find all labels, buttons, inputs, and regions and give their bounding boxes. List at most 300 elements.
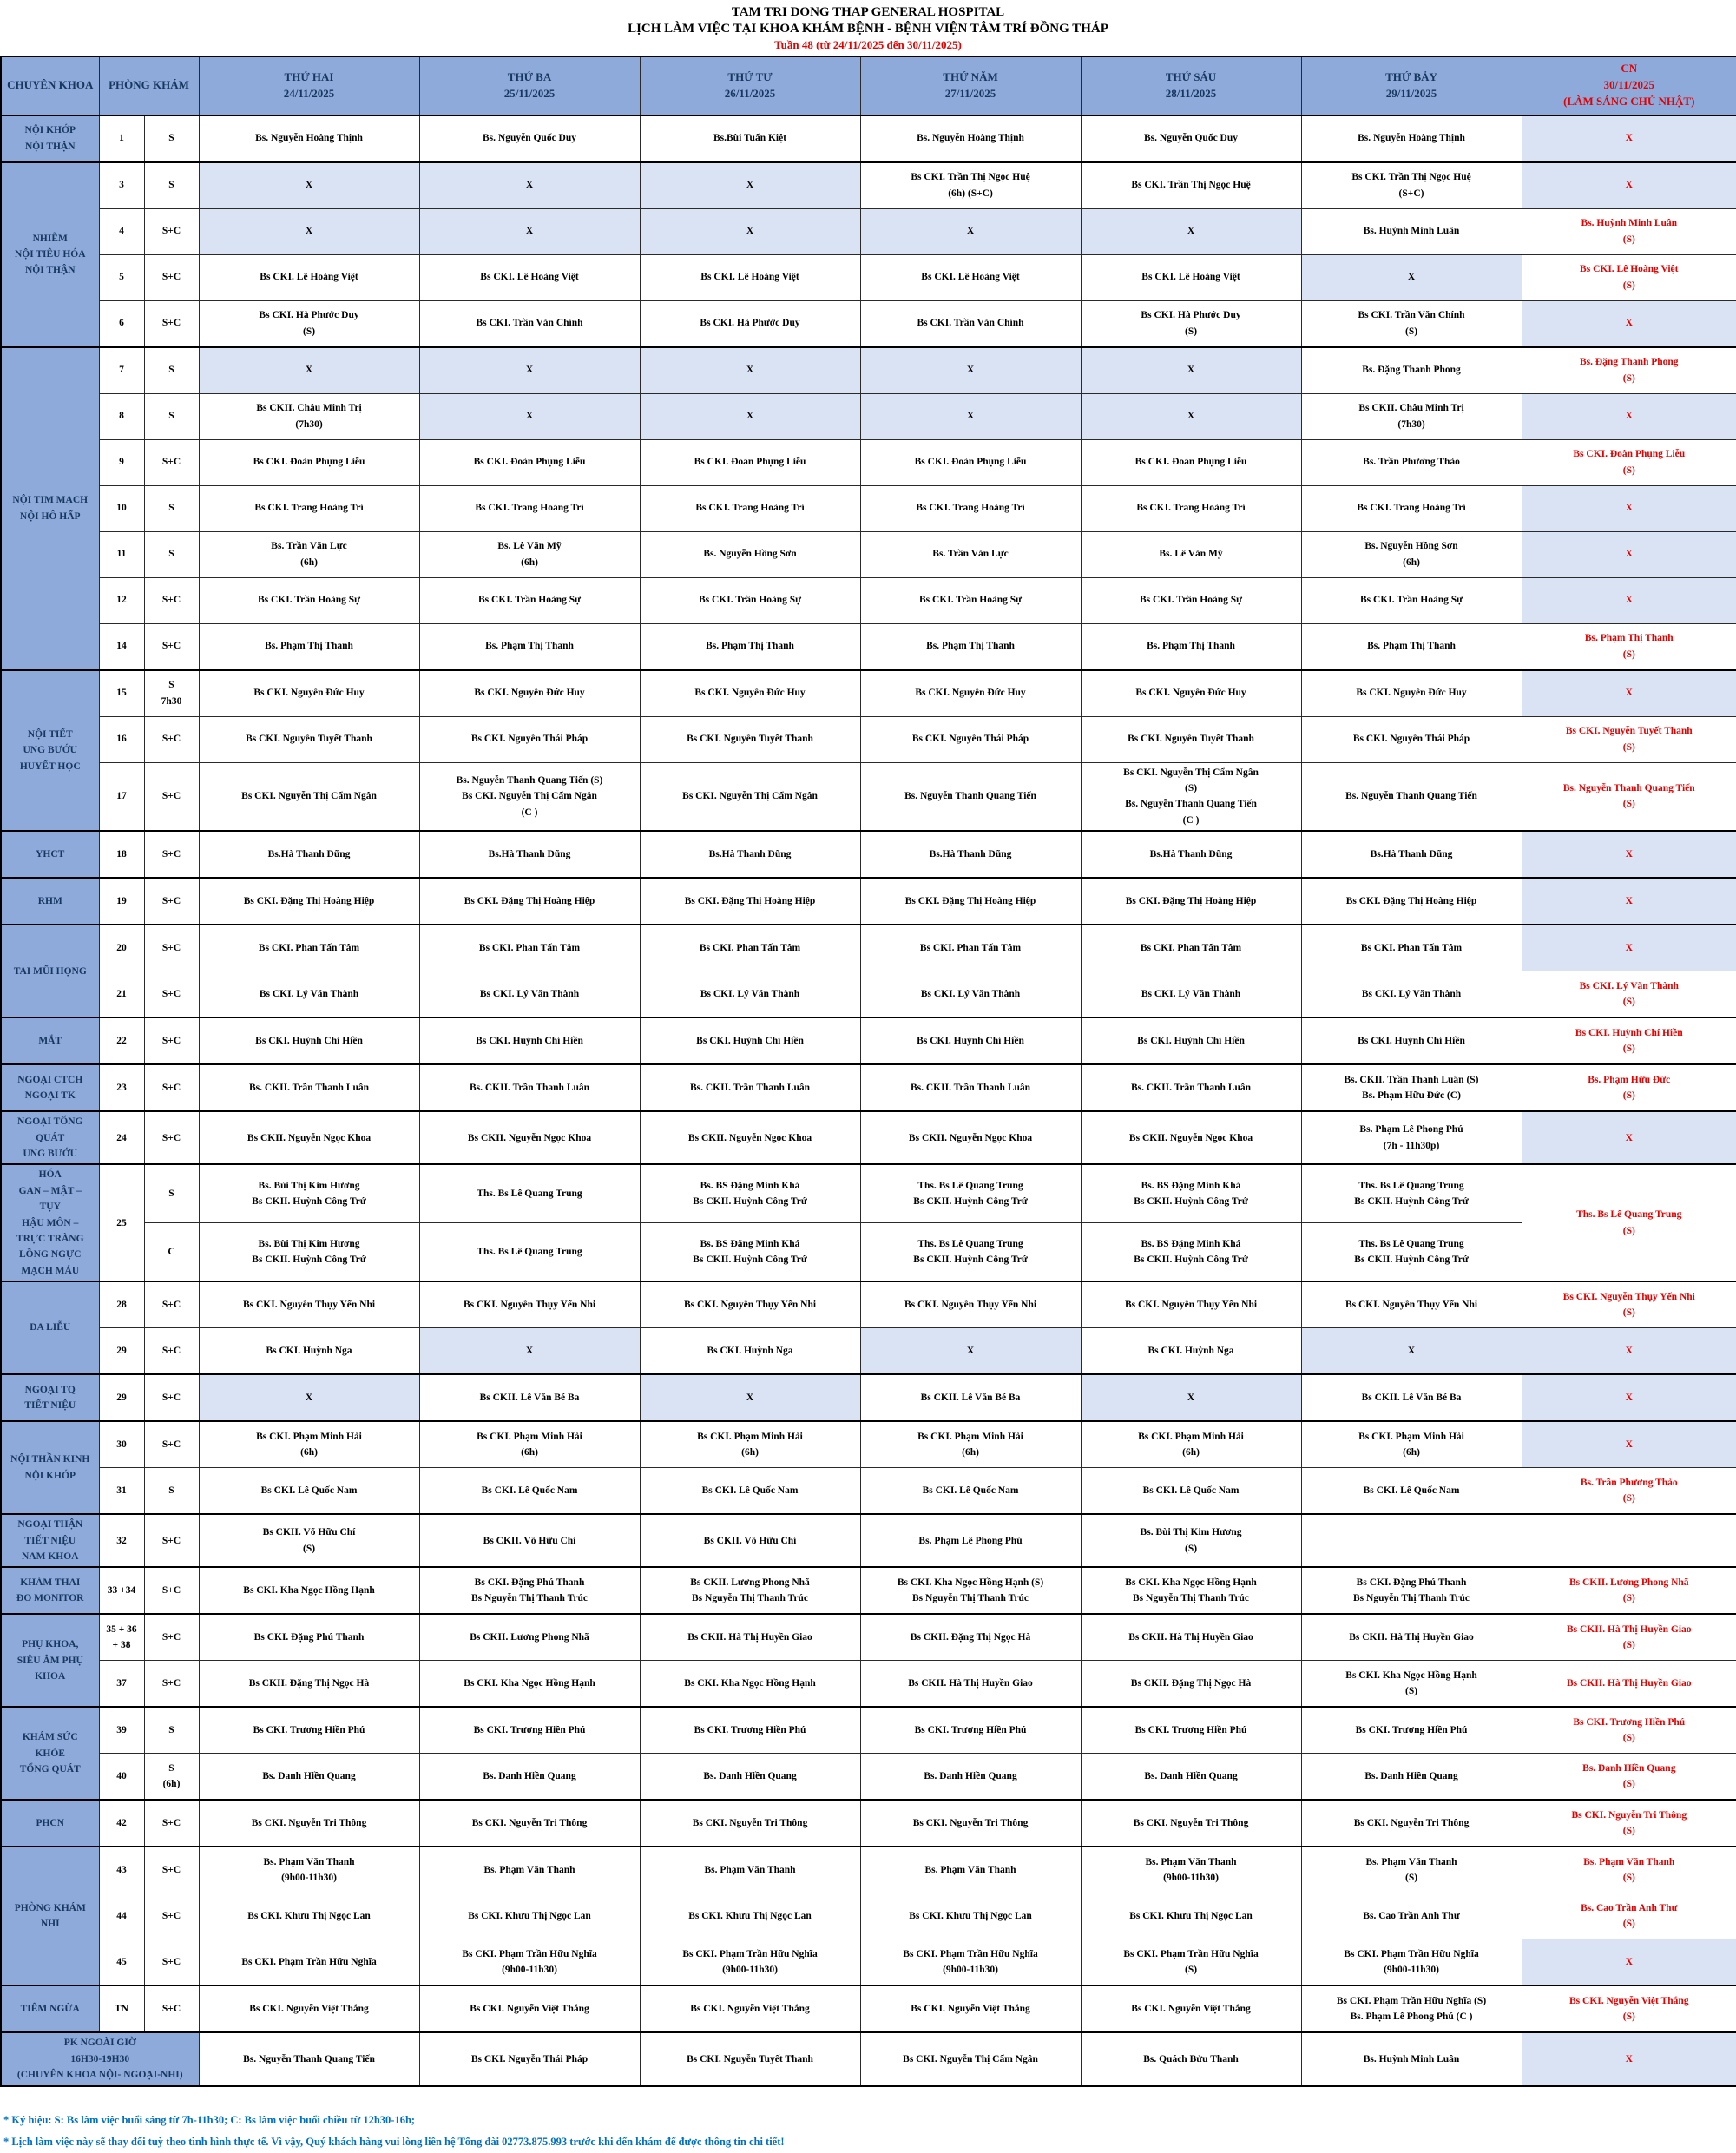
schedule-row [1,1707,1736,1754]
room-number-cell: 31 [99,1468,144,1515]
room-number-cell: 19 [99,878,144,925]
no-clinic-cell: X [1522,878,1736,925]
doctor-schedule-cell: Bs CKI. Nguyễn Đức Huy [640,670,860,717]
specialty-cell: NGOẠI CTCH NGOẠI TK [1,1064,99,1111]
room-number-cell: 43 [99,1847,144,1893]
room-number-cell: 32 [99,1514,144,1567]
no-clinic-cell: X [1522,2032,1736,2085]
schedule-table-header [1,56,1736,115]
specialty-cell: NHIỄM NỘI TIÊU HÓA NỘI THẬN [1,162,99,347]
doctor-schedule-cell: Bs CKI. Nguyễn Đức Huy [860,670,1081,717]
schedule-row [1,1374,1736,1421]
doctor-schedule-cell: Bs CKI. Trần Hoàng Sự [640,577,860,623]
session-cell: S+C [144,1111,199,1164]
session-cell: S [144,393,199,439]
no-clinic-cell: X [419,393,640,439]
doctor-schedule-cell: Bs CKII. Nguyễn Ngọc Khoa [419,1111,640,1164]
doctor-schedule-cell: Bs. Phạm Văn Thanh (9h00-11h30) [1081,1847,1301,1893]
no-clinic-cell: X [640,208,860,254]
sunday-schedule-cell: Bs CKII. Hà Thị Huyền Giao (S) [1522,1614,1736,1661]
doctor-schedule-cell: Bs CKII. Hà Thị Huyền Giao [1081,1614,1301,1661]
no-clinic-cell: X [860,393,1081,439]
schedule-row [1,162,1736,209]
doctor-schedule-cell: Ths. Bs Lê Quang Trung [419,1164,640,1222]
sunday-schedule-cell: Bs CKII. Lương Phong Nhã (S) [1522,1567,1736,1614]
doctor-schedule-cell: Bs. BS Đặng Minh Khá Bs CKII. Huỳnh Công Trứ [1081,1164,1301,1222]
doctor-schedule-cell: Bs. Phạm Thị Thanh [1081,623,1301,670]
doctor-schedule-cell: Bs. Nguyễn Thanh Quang Tiến [199,2032,419,2085]
sunday-schedule-cell: Bs CKI. Lê Hoàng Việt (S) [1522,254,1736,300]
no-clinic-cell: X [419,347,640,394]
doctor-schedule-cell: Bs. Bùi Thị Kim Hương Bs CKII. Huỳnh Công Trứ [199,1223,419,1281]
room-number-cell: 5 [99,254,144,300]
schedule-row [1,1567,1736,1614]
doctor-schedule-cell: Bs CKI. Phạm Minh Hải (6h) [419,1421,640,1468]
room-number-cell: 14 [99,623,144,670]
sunday-schedule-cell: Bs CKII. Hà Thị Huyền Giao [1522,1661,1736,1708]
schedule-row [1,1893,1736,1939]
doctor-schedule-cell: Bs CKII. Nguyễn Ngọc Khoa [1081,1111,1301,1164]
specialty-group [1,1374,1736,1421]
schedule-row [1,1223,1736,1281]
doctor-schedule-cell: Bs CKI. Huỳnh Chí Hiền [1081,1017,1301,1064]
doctor-schedule-cell: Bs CKI. Phạm Trần Hữu Nghĩa [199,1939,419,1986]
doctor-schedule-cell: Bs CKI. Nguyễn Tri Thông [640,1800,860,1847]
doctor-schedule-cell: Bs CKII. Lê Văn Bé Ba [419,1374,640,1421]
room-number-cell: 10 [99,485,144,531]
doctor-schedule-cell: Bs CKI. Kha Ngọc Hồng Hạnh (S) Bs Nguyễn Thị Thanh Trúc [860,1567,1081,1614]
specialty-cell: NỘI TIẾT UNG BƯỚU HUYẾT HỌC [1,670,99,832]
doctor-schedule-cell: Bs. Phạm Thị Thanh [860,623,1081,670]
doctor-schedule-cell: Bs CKI. Phạm Minh Hải (6h) [860,1421,1081,1468]
session-cell: S 7h30 [144,670,199,717]
doctor-schedule-cell: Bs CKII. Châu Minh Trị (7h30) [199,393,419,439]
sunday-column-header: CN 30/11/2025 (LÀM SÁNG CHỦ NHẬT) [1522,56,1736,115]
sunday-schedule-cell: Bs. Nguyễn Thanh Quang Tiến (S) [1522,762,1736,831]
doctor-schedule-cell: Ths. Bs Lê Quang Trung Bs CKII. Huỳnh Công Trứ [860,1164,1081,1222]
no-clinic-cell: X [640,393,860,439]
sunday-schedule-cell: Bs. Phạm Thị Thanh (S) [1522,623,1736,670]
doctor-schedule-cell: Bs CKI. Kha Ngọc Hồng Hạnh [419,1661,640,1708]
doctor-schedule-cell: Bs CKI. Nguyễn Tuyết Thanh [199,716,419,762]
specialty-group [1,670,1736,832]
schedule-row [1,439,1736,485]
day-column-header: THỨ BA 25/11/2025 [419,56,640,115]
session-cell: S+C [144,1064,199,1111]
room-number-cell: 7 [99,347,144,394]
session-cell: S+C [144,1514,199,1567]
doctor-schedule-cell: Ths. Bs Lê Quang Trung Bs CKII. Huỳnh Công Trứ [860,1223,1081,1281]
session-cell: S+C [144,300,199,347]
day-column-header: THỨ HAI 24/11/2025 [199,56,419,115]
no-clinic-cell: X [640,1374,860,1421]
doctor-schedule-cell: Bs CKII. Hà Thị Huyền Giao [1301,1614,1522,1661]
session-cell: S [144,1707,199,1754]
schedule-row [1,485,1736,531]
legend-note: * Ký hiệu: S: Bs làm việc buổi sáng từ 7h-11h30; C: Bs làm việc buổi chiều từ 12h30-16h; [3,2113,416,2126]
sunday-schedule-cell: Bs. Đặng Thanh Phong (S) [1522,347,1736,394]
doctor-schedule-cell: Bs CKI. Lý Văn Thành [640,971,860,1018]
schedule-row [1,531,1736,577]
doctor-schedule-cell: Bs CKI. Khưu Thị Ngọc Lan [640,1893,860,1939]
doctor-schedule-cell: Bs CKI. Huỳnh Chí Hiền [1301,1017,1522,1064]
session-cell: S+C [144,1661,199,1708]
sunday-schedule-cell: Bs. Phạm Văn Thanh (S) [1522,1847,1736,1893]
empty-cell [1301,1514,1522,1567]
no-clinic-cell: X [1081,208,1301,254]
doctor-schedule-cell: Bs CKI. Trang Hoàng Trí [419,485,640,531]
specialty-group [1,1064,1736,1111]
no-clinic-cell: X [1522,1939,1736,1986]
room-number-cell: 20 [99,925,144,971]
session-cell: S [144,347,199,394]
specialty-cell: NGOẠI TỔNG QUÁT UNG BƯỚU [1,1111,99,1164]
doctor-schedule-cell: Bs. CKII. Trần Thanh Luân [860,1064,1081,1111]
schedule-row [1,623,1736,670]
room-number-cell: 28 [99,1281,144,1328]
specialty-group [1,925,1736,1017]
schedule-table [0,56,1736,2087]
doctor-schedule-cell: Bs. Trần Phương Thảo [1301,439,1522,485]
day-column-header: THỨ BẢY 29/11/2025 [1301,56,1522,115]
specialty-group [1,1164,1736,1281]
session-cell: S+C [144,1374,199,1421]
doctor-schedule-cell: Bs CKI. Huỳnh Chí Hiền [860,1017,1081,1064]
empty-cell [1522,1514,1736,1567]
doctor-schedule-cell: Bs CKII. Châu Minh Trị (7h30) [1301,393,1522,439]
doctor-schedule-cell: Bs.Hà Thanh Dũng [199,831,419,878]
session-cell: S (6h) [144,1754,199,1801]
doctor-schedule-cell: Bs CKI. Nguyễn Thụy Yến Nhi [419,1281,640,1328]
no-clinic-cell: X [860,347,1081,394]
doctor-schedule-cell: Bs CKII. Đặng Thị Ngọc Hà [1081,1661,1301,1708]
room-number-cell: 24 [99,1111,144,1164]
doctor-schedule-cell: Bs CKI. Phạm Minh Hải (6h) [1301,1421,1522,1468]
no-clinic-cell: X [1301,1328,1522,1375]
sunday-schedule-cell: Bs. Phạm Hữu Đức (S) [1522,1064,1736,1111]
doctor-schedule-cell: Bs CKI. Trang Hoàng Trí [640,485,860,531]
no-clinic-cell: X [640,347,860,394]
doctor-schedule-cell: Bs CKII. Nguyễn Ngọc Khoa [640,1111,860,1164]
doctor-schedule-cell: Bs CKI. Phan Tấn Tâm [1081,925,1301,971]
doctor-schedule-cell: Bs. Phạm Văn Thanh [640,1847,860,1893]
room-number-cell: 17 [99,762,144,831]
doctor-schedule-cell: Bs CKI. Nguyễn Việt Thắng [199,1985,419,2032]
doctor-schedule-cell: Bs CKI. Đặng Thị Hoàng Hiệp [199,878,419,925]
doctor-schedule-cell: Bs CKI. Hà Phước Duy [640,300,860,347]
no-clinic-cell: X [1522,162,1736,209]
schedule-row [1,1614,1736,1661]
doctor-schedule-cell: Bs CKI. Lê Quốc Nam [1081,1468,1301,1515]
doctor-schedule-cell: Bs. Phạm Văn Thanh (S) [1301,1847,1522,1893]
sunday-schedule-cell: Bs. Trần Phương Thảo (S) [1522,1468,1736,1515]
doctor-schedule-cell: Bs CKII. Nguyễn Ngọc Khoa [199,1111,419,1164]
specialty-group [1,1847,1736,1985]
doctor-schedule-cell: Bs CKI. Kha Ngọc Hồng Hạnh Bs Nguyễn Thị Thanh Trúc [1081,1567,1301,1614]
schedule-row [1,1111,1736,1164]
no-clinic-cell: X [1081,393,1301,439]
room-number-cell: 4 [99,208,144,254]
doctor-schedule-cell: Bs. Phạm Lê Phong Phú [860,1514,1081,1567]
specialty-cell: MẮT [1,1017,99,1064]
doctor-schedule-cell: Bs CKI. Nguyễn Việt Thắng [860,1985,1081,2032]
doctor-schedule-cell: Bs. Lê Văn Mỹ [1081,531,1301,577]
doctor-schedule-cell: Bs CKI. Trương Hiền Phú [860,1707,1081,1754]
doctor-schedule-cell: Bs CKI. Phạm Trần Hữu Nghĩa (9h00-11h30) [640,1939,860,1986]
doctor-schedule-cell: Bs. CKII. Trần Thanh Luân [419,1064,640,1111]
specialty-group [1,115,1736,162]
doctor-schedule-cell: Bs CKI. Đoàn Phụng Liễu [1081,439,1301,485]
doctor-schedule-cell: Bs CKI. Đoàn Phụng Liễu [640,439,860,485]
no-clinic-cell: X [1522,577,1736,623]
doctor-schedule-cell: Bs. Phạm Văn Thanh [419,1847,640,1893]
specialty-group [1,1800,1736,1847]
doctor-schedule-cell: Bs. Danh Hiền Quang [640,1754,860,1801]
no-clinic-cell: X [1522,831,1736,878]
doctor-schedule-cell: Bs. Danh Hiền Quang [1081,1754,1301,1801]
doctor-schedule-cell: Bs CKI. Lê Hoàng Việt [199,254,419,300]
doctor-schedule-cell: Bs CKI. Đặng Phú Thanh Bs Nguyễn Thị Thanh Trúc [419,1567,640,1614]
doctor-schedule-cell: Bs. Danh Hiền Quang [1301,1754,1522,1801]
room-number-cell: 15 [99,670,144,717]
doctor-schedule-cell: Bs CKI. Trang Hoàng Trí [199,485,419,531]
sunday-schedule-cell: Bs CKI. Nguyễn Tri Thông (S) [1522,1800,1736,1847]
schedule-row [1,1468,1736,1515]
schedule-row [1,2032,1736,2085]
no-clinic-cell: X [419,1328,640,1375]
doctor-schedule-cell: Bs CKI. Lê Quốc Nam [1301,1468,1522,1515]
doctor-schedule-cell: Bs CKI. Đoàn Phụng Liễu [199,439,419,485]
schedule-title: LỊCH LÀM VIỆC TẠI KHOA KHÁM BỆNH - BỆNH VIỆN TÂM TRÍ ĐỒNG THÁP [628,21,1108,36]
doctor-schedule-cell: Bs CKI. Phạm Minh Hải (6h) [199,1421,419,1468]
doctor-schedule-cell: Bs. Phạm Lê Phong Phú (7h - 11h30p) [1301,1111,1522,1164]
doctor-schedule-cell: Bs. Danh Hiền Quang [860,1754,1081,1801]
room-number-cell: 23 [99,1064,144,1111]
room-number-cell: 30 [99,1421,144,1468]
doctor-schedule-cell: Bs CKI. Nguyễn Thái Pháp [860,716,1081,762]
doctor-schedule-cell: Bs. CKII. Trần Thanh Luân [1081,1064,1301,1111]
room-number-cell: 29 [99,1328,144,1375]
doctor-schedule-cell: Bs.Hà Thanh Dũng [1081,831,1301,878]
doctor-schedule-cell: Bs CKI. Nguyễn Đức Huy [1081,670,1301,717]
no-clinic-cell: X [199,347,419,394]
specialty-group [1,1985,1736,2032]
schedule-row [1,393,1736,439]
doctor-schedule-cell: Bs. Bùi Thị Kim Hương Bs CKII. Huỳnh Công Trứ [199,1164,419,1222]
doctor-schedule-cell: Bs CKI. Khưu Thị Ngọc Lan [860,1893,1081,1939]
session-cell: S+C [144,1328,199,1375]
week-range-subtitle: Tuần 48 (từ 24/11/2025 đến 30/11/2025) [774,37,962,51]
schedule-row [1,670,1736,717]
doctor-schedule-cell: Bs CKI. Trần Hoàng Sự [1081,577,1301,623]
room-number-cell: TN [99,1985,144,2032]
doctor-schedule-cell: Bs CKI. Trần Văn Chính (S) [1301,300,1522,347]
specialty-cell: NỘI TIM MẠCH NỘI HÔ HẤP [1,347,99,670]
doctor-schedule-cell: Bs CKI. Nguyễn Tri Thông [199,1800,419,1847]
room-number-cell: 42 [99,1800,144,1847]
sunday-schedule-cell: Bs CKI. Lý Văn Thành (S) [1522,971,1736,1018]
room-number-cell: 44 [99,1893,144,1939]
room-number-cell: 16 [99,716,144,762]
doctor-schedule-cell: Bs.Hà Thanh Dũng [1301,831,1522,878]
no-clinic-cell: X [419,162,640,209]
schedule-row [1,1754,1736,1801]
day-column-header: THỨ NĂM 27/11/2025 [860,56,1081,115]
room-number-cell: 25 [99,1164,144,1281]
schedule-row [1,347,1736,394]
session-cell: S [144,1164,199,1222]
specialty-group [1,1281,1736,1374]
doctor-schedule-cell: Bs CKI. Nguyễn Thái Pháp [419,2032,640,2085]
doctor-schedule-cell: Bs. BS Đặng Minh Khá Bs CKII. Huỳnh Công Trứ [640,1223,860,1281]
doctor-schedule-cell: Bs. Nguyễn Thanh Quang Tiến [1301,762,1522,831]
doctor-schedule-cell: Ths. Bs Lê Quang Trung Bs CKII. Huỳnh Công Trứ [1301,1164,1522,1222]
schedule-row [1,1939,1736,1986]
schedule-row [1,762,1736,831]
doctor-schedule-cell: Ths. Bs Lê Quang Trung Bs CKII. Huỳnh Công Trứ [1301,1223,1522,1281]
sunday-schedule-cell: Bs. Danh Hiền Quang (S) [1522,1754,1736,1801]
no-clinic-cell: X [1522,393,1736,439]
no-clinic-cell: X [199,1374,419,1421]
doctor-schedule-cell: Bs CKI. Trương Hiền Phú [1081,1707,1301,1754]
specialty-group [1,1614,1736,1707]
schedule-row [1,716,1736,762]
doctor-schedule-cell: Bs. Phạm Văn Thanh [860,1847,1081,1893]
session-cell: S+C [144,716,199,762]
doctor-schedule-cell: Bs CKI. Nguyễn Tri Thông [860,1800,1081,1847]
no-clinic-cell: X [1522,1374,1736,1421]
doctor-schedule-cell: Bs CKI. Nguyễn Tuyết Thanh [1081,716,1301,762]
doctor-schedule-cell: Bs. Danh Hiền Quang [419,1754,640,1801]
doctor-schedule-cell: Bs CKI. Huỳnh Chí Hiền [640,1017,860,1064]
doctor-schedule-cell: Bs CKI. Nguyễn Thụy Yến Nhi [199,1281,419,1328]
doctor-schedule-cell: Bs CKII. Hà Thị Huyền Giao [860,1661,1081,1708]
session-cell: C [144,1223,199,1281]
schedule-row [1,208,1736,254]
header-row [1,56,1736,115]
specialty-cell: DA LIỄU [1,1281,99,1374]
session-cell: S+C [144,439,199,485]
doctor-schedule-cell: Bs CKI. Trần Văn Chính [419,300,640,347]
doctor-schedule-cell: Bs CKI. Lê Quốc Nam [860,1468,1081,1515]
room-number-cell: 11 [99,531,144,577]
doctor-schedule-cell: Bs. Nguyễn Hoàng Thịnh [199,115,419,162]
no-clinic-cell: X [199,162,419,209]
doctor-schedule-cell: Bs. Trần Văn Lực [860,531,1081,577]
doctor-schedule-cell: Bs. Nguyễn Hồng Sơn [640,531,860,577]
no-clinic-cell: X [1301,254,1522,300]
doctor-schedule-cell: Bs CKI. Đặng Thị Hoàng Hiệp [860,878,1081,925]
session-cell: S [144,1468,199,1515]
doctor-schedule-cell: Bs. Nguyễn Quốc Duy [1081,115,1301,162]
doctor-schedule-cell: Bs.Bùi Tuấn Kiệt [640,115,860,162]
doctor-schedule-cell: Bs CKI. Trương Hiền Phú [419,1707,640,1754]
doctor-schedule-cell: Bs CKI. Lê Quốc Nam [640,1468,860,1515]
no-clinic-cell: X [1522,1421,1736,1468]
specialty-cell: HÓA GAN – MẬT – TỤY HẬU MÔN – TRỰC TRÀNG LỒNG NGỰC MẠCH MÁU [1,1164,99,1281]
doctor-schedule-cell: Bs CKI. Phan Tấn Tâm [199,925,419,971]
room-number-cell: 29 [99,1374,144,1421]
specialty-group [1,1111,1736,1164]
doctor-schedule-cell: Bs CKI. Phan Tấn Tâm [640,925,860,971]
doctor-schedule-cell: Bs CKI. Đặng Thị Hoàng Hiệp [1081,878,1301,925]
doctor-schedule-cell: Bs CKI. Nguyễn Thụy Yến Nhi [1301,1281,1522,1328]
schedule-row [1,878,1736,925]
doctor-schedule-cell: Bs CKI. Đặng Thị Hoàng Hiệp [640,878,860,925]
specialty-cell: PHCN [1,1800,99,1847]
specialty-group [1,1017,1736,1064]
specialty-group [1,2032,1736,2085]
doctor-schedule-cell: Bs CKI. Lý Văn Thành [199,971,419,1018]
doctor-schedule-cell: Bs CKI. Nguyễn Đức Huy [199,670,419,717]
doctor-schedule-cell: Bs.Hà Thanh Dũng [860,831,1081,878]
doctor-schedule-cell: Bs CKII. Đặng Thị Ngọc Hà [860,1614,1081,1661]
doctor-schedule-cell: Bs. Nguyễn Hoàng Thịnh [860,115,1081,162]
room-number-cell: 21 [99,971,144,1018]
doctor-schedule-cell: Bs CKI. Kha Ngọc Hồng Hạnh [199,1567,419,1614]
schedule-row [1,1017,1736,1064]
doctor-schedule-cell: Bs CKI. Lê Hoàng Việt [419,254,640,300]
page-header [0,0,1736,53]
doctor-schedule-cell: Ths. Bs Lê Quang Trung [419,1223,640,1281]
doctor-schedule-cell: Bs CKI. Khưu Thị Ngọc Lan [199,1893,419,1939]
session-cell: S+C [144,1939,199,1986]
room-number-cell: 3 [99,162,144,209]
no-clinic-cell: X [1522,1111,1736,1164]
sunday-schedule-cell: Bs CKI. Huỳnh Chí Hiền (S) [1522,1017,1736,1064]
schedule-row [1,254,1736,300]
doctor-schedule-cell: Bs CKI. Lê Hoàng Việt [640,254,860,300]
session-cell: S+C [144,1985,199,2032]
doctor-schedule-cell: Bs. Nguyễn Hoàng Thịnh [1301,115,1522,162]
doctor-schedule-cell: Bs CKI. Nguyễn Thụy Yến Nhi [1081,1281,1301,1328]
doctor-schedule-cell: Bs CKI. Phan Tấn Tâm [860,925,1081,971]
doctor-schedule-cell: Bs CKI. Lý Văn Thành [419,971,640,1018]
doctor-schedule-cell: Bs CKI. Trần Thị Ngọc Huệ (6h) (S+C) [860,162,1081,209]
doctor-schedule-cell: Bs.Hà Thanh Dũng [640,831,860,878]
schedule-row [1,115,1736,162]
doctor-schedule-cell: Bs CKI. Nguyễn Đức Huy [419,670,640,717]
doctor-schedule-cell: Bs. Huỳnh Minh Luân [1301,2032,1522,2085]
doctor-schedule-cell: Bs CKI. Khưu Thị Ngọc Lan [419,1893,640,1939]
specialty-cell: NGOẠI THẬN TIẾT NIỆU NAM KHOA [1,1514,99,1567]
doctor-schedule-cell: Bs CKI. Nguyễn Thụy Yến Nhi [860,1281,1081,1328]
sunday-schedule-cell: Bs CKI. Trương Hiền Phú (S) [1522,1707,1736,1754]
doctor-schedule-cell: Bs CKI. Nguyễn Thị Cẩm Ngân [640,762,860,831]
schedule-row [1,1164,1736,1222]
doctor-schedule-cell: Bs CKI. Nguyễn Việt Thắng [1081,1985,1301,2032]
doctor-schedule-cell: Bs CKI. Phạm Minh Hải (6h) [640,1421,860,1468]
doctor-schedule-cell: Bs. Danh Hiền Quang [199,1754,419,1801]
session-cell: S+C [144,925,199,971]
doctor-schedule-cell: Bs CKI. Nguyễn Thái Pháp [1301,716,1522,762]
doctor-schedule-cell: Bs. Nguyễn Thanh Quang Tiến (S) Bs CKI. Nguyễn Thị Cẩm Ngân (C ) [419,762,640,831]
doctor-schedule-cell: Bs CKI. Khưu Thị Ngọc Lan [1081,1893,1301,1939]
doctor-schedule-cell: Bs CKI. Phạm Trần Hữu Nghĩa (9h00-11h30) [1301,1939,1522,1986]
doctor-schedule-cell: Bs CKI. Lý Văn Thành [860,971,1081,1018]
doctor-schedule-cell: Bs. BS Đặng Minh Khá Bs CKII. Huỳnh Công Trứ [1081,1223,1301,1281]
no-clinic-cell: X [640,162,860,209]
room-number-cell: 18 [99,831,144,878]
doctor-schedule-cell: Bs CKI. Trần Hoàng Sự [419,577,640,623]
no-clinic-cell: X [1081,347,1301,394]
specialty-cell: NỘI KHỚP NỘI THẬN [1,115,99,162]
schedule-row [1,1800,1736,1847]
doctor-schedule-cell: Bs. CKII. Trần Thanh Luân [640,1064,860,1111]
session-cell: S [144,531,199,577]
session-cell: S+C [144,762,199,831]
doctor-schedule-cell: Bs CKI. Phan Tấn Tâm [1301,925,1522,971]
